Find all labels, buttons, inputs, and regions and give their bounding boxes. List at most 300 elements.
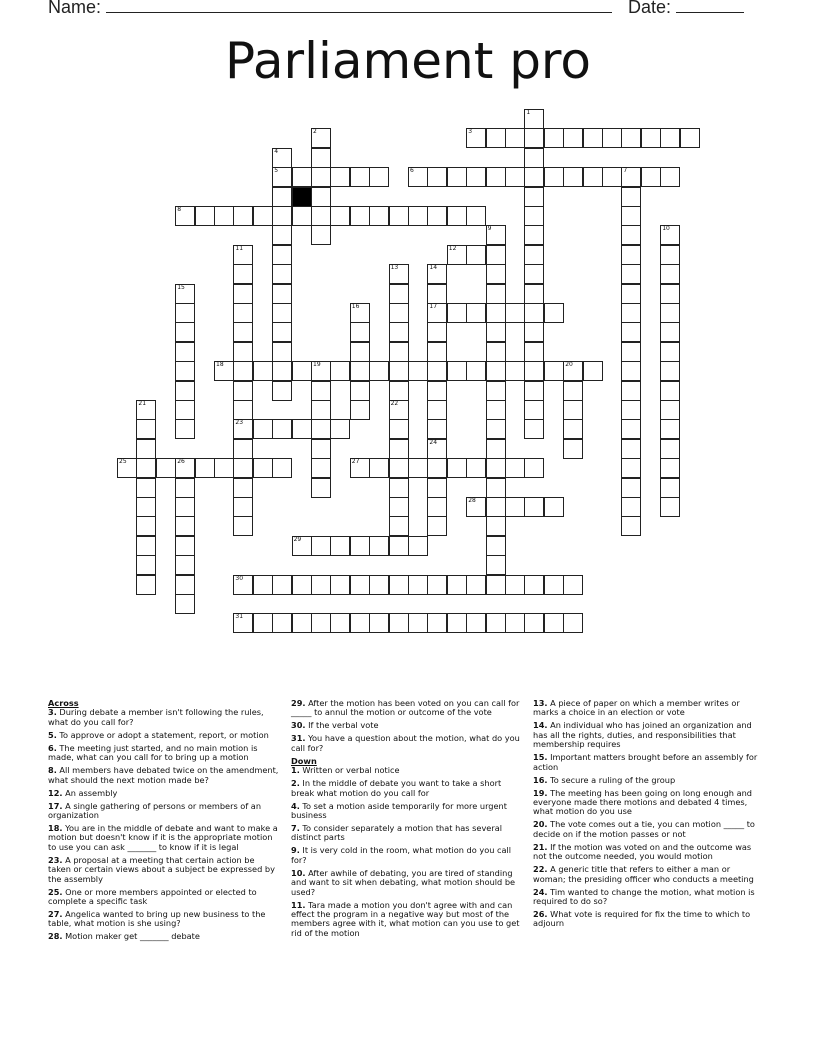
grid-cell[interactable] bbox=[524, 167, 544, 187]
grid-cell[interactable] bbox=[524, 322, 544, 342]
grid-cell[interactable] bbox=[175, 206, 195, 226]
grid-cell[interactable] bbox=[447, 613, 467, 633]
grid-cell[interactable] bbox=[486, 167, 506, 187]
grid-cell[interactable] bbox=[505, 613, 525, 633]
grid-cell[interactable] bbox=[175, 342, 195, 362]
grid-cell[interactable] bbox=[524, 245, 544, 265]
clue-number: 24. bbox=[533, 886, 548, 897]
grid-cell[interactable] bbox=[544, 497, 564, 517]
grid-cell[interactable] bbox=[583, 167, 603, 187]
grid-cell[interactable] bbox=[524, 613, 544, 633]
grid-cell[interactable] bbox=[253, 206, 273, 226]
grid-cell[interactable] bbox=[253, 419, 273, 439]
grid-cell[interactable] bbox=[427, 400, 447, 420]
grid-cell[interactable] bbox=[233, 575, 253, 595]
grid-cell[interactable] bbox=[427, 478, 447, 498]
grid-cell[interactable] bbox=[486, 478, 506, 498]
grid-cell[interactable] bbox=[486, 575, 506, 595]
grid-cell[interactable] bbox=[233, 439, 253, 459]
grid-cell[interactable] bbox=[466, 245, 486, 265]
grid-cell[interactable] bbox=[544, 613, 564, 633]
grid-cell[interactable] bbox=[427, 284, 447, 304]
grid-cell[interactable] bbox=[311, 361, 331, 381]
grid-cell[interactable] bbox=[408, 575, 428, 595]
grid-cell[interactable] bbox=[660, 478, 680, 498]
grid-cell[interactable] bbox=[583, 128, 603, 148]
grid-cell[interactable] bbox=[524, 342, 544, 362]
grid-cell[interactable] bbox=[427, 303, 447, 323]
grid-cell[interactable] bbox=[486, 284, 506, 304]
grid-cell[interactable] bbox=[486, 439, 506, 459]
grid-cell[interactable] bbox=[311, 381, 331, 401]
grid-cell[interactable] bbox=[389, 458, 409, 478]
grid-cell[interactable] bbox=[486, 264, 506, 284]
grid-cell[interactable] bbox=[389, 497, 409, 517]
grid-cell[interactable] bbox=[311, 148, 331, 168]
grid-cell[interactable] bbox=[311, 167, 331, 187]
grid-cell[interactable] bbox=[660, 264, 680, 284]
grid-cell[interactable] bbox=[524, 381, 544, 401]
grid-cell[interactable] bbox=[330, 613, 350, 633]
grid-cell[interactable] bbox=[389, 516, 409, 536]
grid-cell[interactable] bbox=[311, 419, 331, 439]
grid-cell[interactable] bbox=[505, 458, 525, 478]
grid-cell[interactable] bbox=[311, 613, 331, 633]
grid-cell[interactable] bbox=[563, 575, 583, 595]
grid-cell[interactable] bbox=[117, 458, 137, 478]
grid-cell[interactable] bbox=[544, 128, 564, 148]
grid-cell[interactable] bbox=[641, 128, 661, 148]
grid-cell[interactable] bbox=[621, 264, 641, 284]
grid-cell[interactable] bbox=[233, 516, 253, 536]
grid-cell[interactable] bbox=[563, 419, 583, 439]
grid-cell[interactable] bbox=[427, 361, 447, 381]
grid-cell[interactable] bbox=[350, 361, 370, 381]
grid-cell[interactable] bbox=[311, 400, 331, 420]
grid-cell[interactable] bbox=[621, 516, 641, 536]
grid-cell[interactable] bbox=[447, 361, 467, 381]
grid-cell[interactable] bbox=[602, 128, 622, 148]
grid-cell[interactable] bbox=[466, 206, 486, 226]
grid-cell[interactable] bbox=[602, 167, 622, 187]
grid-cell[interactable] bbox=[466, 575, 486, 595]
grid-cell[interactable] bbox=[369, 361, 389, 381]
grid-cell[interactable] bbox=[136, 575, 156, 595]
grid-cell[interactable] bbox=[272, 264, 292, 284]
grid-cell[interactable] bbox=[175, 400, 195, 420]
grid-cell[interactable] bbox=[524, 206, 544, 226]
grid-cell[interactable] bbox=[466, 361, 486, 381]
grid-cell[interactable] bbox=[427, 575, 447, 595]
grid-cell[interactable] bbox=[427, 497, 447, 517]
grid-cell[interactable] bbox=[621, 478, 641, 498]
grid-cell[interactable] bbox=[466, 497, 486, 517]
grid-cell[interactable] bbox=[524, 148, 544, 168]
grid-cell[interactable] bbox=[486, 342, 506, 362]
grid-cell[interactable] bbox=[214, 361, 234, 381]
grid-cell[interactable] bbox=[311, 128, 331, 148]
grid-cell[interactable] bbox=[253, 613, 273, 633]
grid-cell[interactable] bbox=[544, 303, 564, 323]
grid-cell[interactable] bbox=[389, 613, 409, 633]
grid-cell[interactable] bbox=[660, 458, 680, 478]
grid-cell[interactable] bbox=[660, 167, 680, 187]
grid-cell[interactable] bbox=[175, 497, 195, 517]
grid-cell[interactable] bbox=[330, 167, 350, 187]
grid-cell[interactable] bbox=[641, 167, 661, 187]
grid-cell[interactable] bbox=[660, 361, 680, 381]
grid-cell[interactable] bbox=[408, 613, 428, 633]
grid-cell[interactable] bbox=[660, 128, 680, 148]
grid-cell[interactable] bbox=[486, 400, 506, 420]
grid-cell[interactable] bbox=[486, 225, 506, 245]
grid-cell[interactable] bbox=[292, 206, 312, 226]
grid-cell[interactable] bbox=[660, 284, 680, 304]
grid-cell[interactable] bbox=[369, 575, 389, 595]
grid-cell[interactable] bbox=[621, 400, 641, 420]
grid-cell[interactable] bbox=[175, 458, 195, 478]
grid-cell[interactable] bbox=[350, 536, 370, 556]
grid-cell[interactable] bbox=[175, 322, 195, 342]
grid-cell[interactable] bbox=[369, 613, 389, 633]
grid-cell[interactable] bbox=[427, 342, 447, 362]
grid-cell[interactable] bbox=[389, 478, 409, 498]
grid-cell[interactable] bbox=[330, 361, 350, 381]
grid-cell[interactable] bbox=[369, 206, 389, 226]
grid-cell[interactable] bbox=[369, 536, 389, 556]
grid-cell[interactable] bbox=[621, 128, 641, 148]
grid-cell[interactable] bbox=[233, 400, 253, 420]
grid-cell[interactable] bbox=[233, 303, 253, 323]
grid-cell[interactable] bbox=[680, 128, 700, 148]
grid-cell[interactable] bbox=[486, 361, 506, 381]
grid-cell[interactable] bbox=[621, 419, 641, 439]
grid-cell[interactable] bbox=[350, 342, 370, 362]
grid-cell[interactable] bbox=[563, 167, 583, 187]
grid-cell[interactable] bbox=[311, 536, 331, 556]
grid-cell[interactable] bbox=[524, 575, 544, 595]
grid-cell[interactable] bbox=[233, 264, 253, 284]
grid-cell[interactable] bbox=[233, 613, 253, 633]
grid-cell[interactable] bbox=[486, 536, 506, 556]
grid-cell[interactable] bbox=[292, 536, 312, 556]
grid-cell[interactable] bbox=[272, 187, 292, 207]
grid-cell[interactable] bbox=[292, 361, 312, 381]
grid-cell[interactable] bbox=[524, 458, 544, 478]
grid-cell[interactable] bbox=[136, 419, 156, 439]
grid-cell[interactable] bbox=[233, 478, 253, 498]
grid-cell[interactable] bbox=[486, 128, 506, 148]
grid-cell[interactable] bbox=[427, 613, 447, 633]
grid-cell[interactable] bbox=[505, 128, 525, 148]
grid-cell[interactable] bbox=[350, 167, 370, 187]
grid-cell[interactable] bbox=[350, 613, 370, 633]
grid-cell[interactable] bbox=[272, 206, 292, 226]
grid-cell[interactable] bbox=[389, 400, 409, 420]
grid-cell[interactable] bbox=[272, 458, 292, 478]
grid-cell[interactable] bbox=[233, 497, 253, 517]
grid-cell[interactable] bbox=[272, 361, 292, 381]
grid-cell[interactable] bbox=[311, 458, 331, 478]
grid-cell[interactable] bbox=[136, 400, 156, 420]
grid-cell[interactable] bbox=[563, 128, 583, 148]
grid-cell[interactable] bbox=[427, 167, 447, 187]
grid-cell[interactable] bbox=[621, 342, 641, 362]
grid-cell[interactable] bbox=[427, 381, 447, 401]
grid-cell[interactable] bbox=[292, 419, 312, 439]
grid-cell[interactable] bbox=[524, 400, 544, 420]
grid-cell[interactable] bbox=[447, 575, 467, 595]
grid-cell[interactable] bbox=[427, 458, 447, 478]
grid-cell[interactable] bbox=[233, 342, 253, 362]
grid-cell[interactable] bbox=[427, 419, 447, 439]
grid-cell[interactable] bbox=[272, 303, 292, 323]
grid-cell[interactable] bbox=[233, 458, 253, 478]
grid-cell[interactable] bbox=[175, 536, 195, 556]
grid-cell[interactable] bbox=[369, 458, 389, 478]
grid-cell[interactable] bbox=[175, 381, 195, 401]
grid-cell[interactable] bbox=[486, 245, 506, 265]
grid-cell[interactable] bbox=[350, 206, 370, 226]
grid-cell[interactable] bbox=[486, 613, 506, 633]
grid-cell[interactable] bbox=[330, 206, 350, 226]
grid-cell[interactable] bbox=[233, 419, 253, 439]
grid-cell[interactable] bbox=[660, 381, 680, 401]
grid-cell[interactable] bbox=[175, 361, 195, 381]
grid-cell[interactable] bbox=[524, 225, 544, 245]
grid-cell[interactable] bbox=[466, 128, 486, 148]
grid-cell[interactable] bbox=[486, 555, 506, 575]
grid-cell[interactable] bbox=[389, 536, 409, 556]
grid-cell[interactable] bbox=[563, 381, 583, 401]
grid-cell[interactable] bbox=[311, 439, 331, 459]
grid-cell[interactable] bbox=[233, 284, 253, 304]
grid-cell[interactable] bbox=[311, 225, 331, 245]
grid-cell[interactable] bbox=[389, 206, 409, 226]
grid-cell[interactable] bbox=[350, 381, 370, 401]
grid-cell[interactable] bbox=[136, 439, 156, 459]
grid-cell[interactable] bbox=[466, 303, 486, 323]
grid-cell[interactable] bbox=[175, 594, 195, 614]
grid-cell[interactable] bbox=[466, 167, 486, 187]
grid-cell[interactable] bbox=[272, 381, 292, 401]
grid-cell[interactable] bbox=[486, 497, 506, 517]
grid-cell[interactable] bbox=[524, 128, 544, 148]
grid-cell[interactable] bbox=[447, 458, 467, 478]
grid-cell[interactable] bbox=[447, 245, 467, 265]
grid-cell[interactable] bbox=[621, 303, 641, 323]
grid-cell[interactable] bbox=[311, 206, 331, 226]
grid-cell[interactable] bbox=[408, 361, 428, 381]
grid-cell[interactable] bbox=[408, 167, 428, 187]
grid-cell[interactable] bbox=[389, 303, 409, 323]
grid-cell[interactable] bbox=[660, 225, 680, 245]
grid-cell[interactable] bbox=[486, 381, 506, 401]
grid-cell[interactable] bbox=[621, 284, 641, 304]
grid-cell[interactable] bbox=[350, 458, 370, 478]
grid-cell[interactable] bbox=[524, 284, 544, 304]
grid-cell[interactable] bbox=[447, 303, 467, 323]
grid-cell[interactable] bbox=[408, 458, 428, 478]
grid-cell[interactable] bbox=[292, 613, 312, 633]
grid-cell[interactable] bbox=[427, 439, 447, 459]
grid-cell[interactable] bbox=[350, 303, 370, 323]
grid-cell[interactable] bbox=[466, 458, 486, 478]
grid-cell[interactable] bbox=[427, 322, 447, 342]
grid-cell[interactable] bbox=[408, 536, 428, 556]
grid-cell[interactable] bbox=[621, 497, 641, 517]
grid-cell[interactable] bbox=[272, 613, 292, 633]
grid-cell[interactable] bbox=[311, 478, 331, 498]
grid-cell[interactable] bbox=[175, 555, 195, 575]
grid-cell[interactable] bbox=[621, 361, 641, 381]
grid-cell[interactable] bbox=[621, 187, 641, 207]
grid-cell[interactable] bbox=[486, 516, 506, 536]
grid-cell[interactable] bbox=[505, 303, 525, 323]
grid-cell[interactable] bbox=[311, 575, 331, 595]
grid-cell[interactable] bbox=[389, 284, 409, 304]
grid-cell[interactable] bbox=[408, 206, 428, 226]
grid-cell[interactable] bbox=[621, 206, 641, 226]
grid-cell[interactable] bbox=[175, 419, 195, 439]
grid-cell[interactable] bbox=[544, 361, 564, 381]
grid-cell[interactable] bbox=[214, 206, 234, 226]
grid-cell[interactable] bbox=[136, 555, 156, 575]
grid-cell[interactable] bbox=[660, 439, 680, 459]
grid-cell[interactable] bbox=[563, 613, 583, 633]
grid-cell[interactable] bbox=[389, 419, 409, 439]
grid-cell[interactable] bbox=[524, 109, 544, 129]
clue-number: 5. bbox=[48, 729, 57, 740]
grid-cell[interactable] bbox=[272, 342, 292, 362]
grid-cell[interactable] bbox=[175, 303, 195, 323]
grid-cell[interactable] bbox=[486, 303, 506, 323]
grid-cell[interactable] bbox=[505, 575, 525, 595]
grid-cell[interactable] bbox=[427, 264, 447, 284]
grid-cell[interactable] bbox=[195, 458, 215, 478]
grid-cell[interactable] bbox=[311, 187, 331, 207]
grid-cell[interactable] bbox=[466, 613, 486, 633]
grid-cell[interactable] bbox=[524, 361, 544, 381]
grid-cell[interactable] bbox=[214, 458, 234, 478]
grid-cell[interactable] bbox=[272, 419, 292, 439]
grid-cell[interactable] bbox=[272, 322, 292, 342]
grid-cell[interactable] bbox=[369, 167, 389, 187]
grid-cell[interactable] bbox=[136, 497, 156, 517]
grid-cell[interactable] bbox=[253, 361, 273, 381]
grid-cell[interactable] bbox=[621, 167, 641, 187]
grid-cell[interactable] bbox=[350, 575, 370, 595]
grid-cell[interactable] bbox=[233, 322, 253, 342]
grid-cell[interactable] bbox=[544, 575, 564, 595]
grid-cell[interactable] bbox=[233, 245, 253, 265]
grid-cell[interactable] bbox=[486, 458, 506, 478]
grid-cell[interactable] bbox=[389, 381, 409, 401]
grid-cell[interactable] bbox=[544, 167, 564, 187]
grid-cell[interactable] bbox=[524, 497, 544, 517]
grid-cell[interactable] bbox=[253, 458, 273, 478]
grid-cell[interactable] bbox=[660, 419, 680, 439]
grid-cell[interactable] bbox=[175, 516, 195, 536]
grid-cell[interactable] bbox=[563, 439, 583, 459]
grid-cell[interactable] bbox=[272, 148, 292, 168]
grid-cell[interactable] bbox=[427, 206, 447, 226]
grid-cell[interactable] bbox=[175, 478, 195, 498]
grid-cell[interactable] bbox=[272, 284, 292, 304]
grid-cell[interactable] bbox=[136, 458, 156, 478]
grid-cell[interactable] bbox=[447, 206, 467, 226]
grid-cell[interactable] bbox=[505, 167, 525, 187]
grid-cell[interactable] bbox=[330, 536, 350, 556]
grid-cell[interactable] bbox=[621, 439, 641, 459]
grid-cell[interactable] bbox=[563, 361, 583, 381]
grid-cell[interactable] bbox=[524, 303, 544, 323]
grid-cell[interactable] bbox=[175, 284, 195, 304]
grid-cell[interactable] bbox=[621, 245, 641, 265]
grid-cell[interactable] bbox=[583, 361, 603, 381]
grid-cell[interactable] bbox=[660, 303, 680, 323]
grid-cell[interactable] bbox=[272, 225, 292, 245]
grid-cell[interactable] bbox=[524, 187, 544, 207]
grid-cell[interactable] bbox=[136, 478, 156, 498]
grid-cell[interactable] bbox=[389, 575, 409, 595]
grid-cell[interactable] bbox=[563, 400, 583, 420]
grid-cell[interactable] bbox=[136, 516, 156, 536]
grid-cell[interactable] bbox=[156, 458, 176, 478]
grid-cell[interactable] bbox=[505, 497, 525, 517]
grid-cell[interactable] bbox=[660, 497, 680, 517]
grid-cell[interactable] bbox=[272, 245, 292, 265]
grid-cell[interactable] bbox=[330, 575, 350, 595]
grid-cell[interactable] bbox=[136, 536, 156, 556]
grid-cell[interactable] bbox=[447, 167, 467, 187]
grid-cell[interactable] bbox=[330, 419, 350, 439]
grid-cell[interactable] bbox=[524, 264, 544, 284]
grid-cell[interactable] bbox=[292, 167, 312, 187]
clue-item bbox=[533, 753, 765, 772]
grid-cell[interactable] bbox=[524, 419, 544, 439]
grid-cell[interactable] bbox=[486, 419, 506, 439]
grid-cell[interactable] bbox=[660, 342, 680, 362]
grid-cell[interactable] bbox=[621, 322, 641, 342]
grid-cell[interactable] bbox=[621, 225, 641, 245]
grid-cell[interactable] bbox=[505, 361, 525, 381]
grid-cell[interactable] bbox=[660, 400, 680, 420]
grid-cell[interactable] bbox=[350, 400, 370, 420]
grid-cell[interactable] bbox=[195, 206, 215, 226]
grid-cell[interactable] bbox=[486, 322, 506, 342]
grid-cell[interactable] bbox=[175, 575, 195, 595]
grid-cell[interactable] bbox=[389, 439, 409, 459]
grid-cell[interactable] bbox=[389, 264, 409, 284]
grid-cell[interactable] bbox=[272, 167, 292, 187]
grid-cell[interactable] bbox=[233, 361, 253, 381]
grid-cell[interactable] bbox=[621, 381, 641, 401]
grid-cell[interactable] bbox=[660, 322, 680, 342]
grid-cell[interactable] bbox=[233, 381, 253, 401]
grid-cell[interactable] bbox=[427, 516, 447, 536]
grid-cell[interactable] bbox=[660, 245, 680, 265]
grid-cell[interactable] bbox=[272, 575, 292, 595]
grid-cell[interactable] bbox=[389, 342, 409, 362]
grid-cell[interactable] bbox=[350, 322, 370, 342]
grid-cell[interactable] bbox=[292, 575, 312, 595]
grid-cell[interactable] bbox=[253, 575, 273, 595]
grid-cell[interactable] bbox=[233, 206, 253, 226]
grid-cell[interactable] bbox=[621, 458, 641, 478]
grid-cell[interactable] bbox=[389, 361, 409, 381]
grid-cell[interactable] bbox=[389, 322, 409, 342]
